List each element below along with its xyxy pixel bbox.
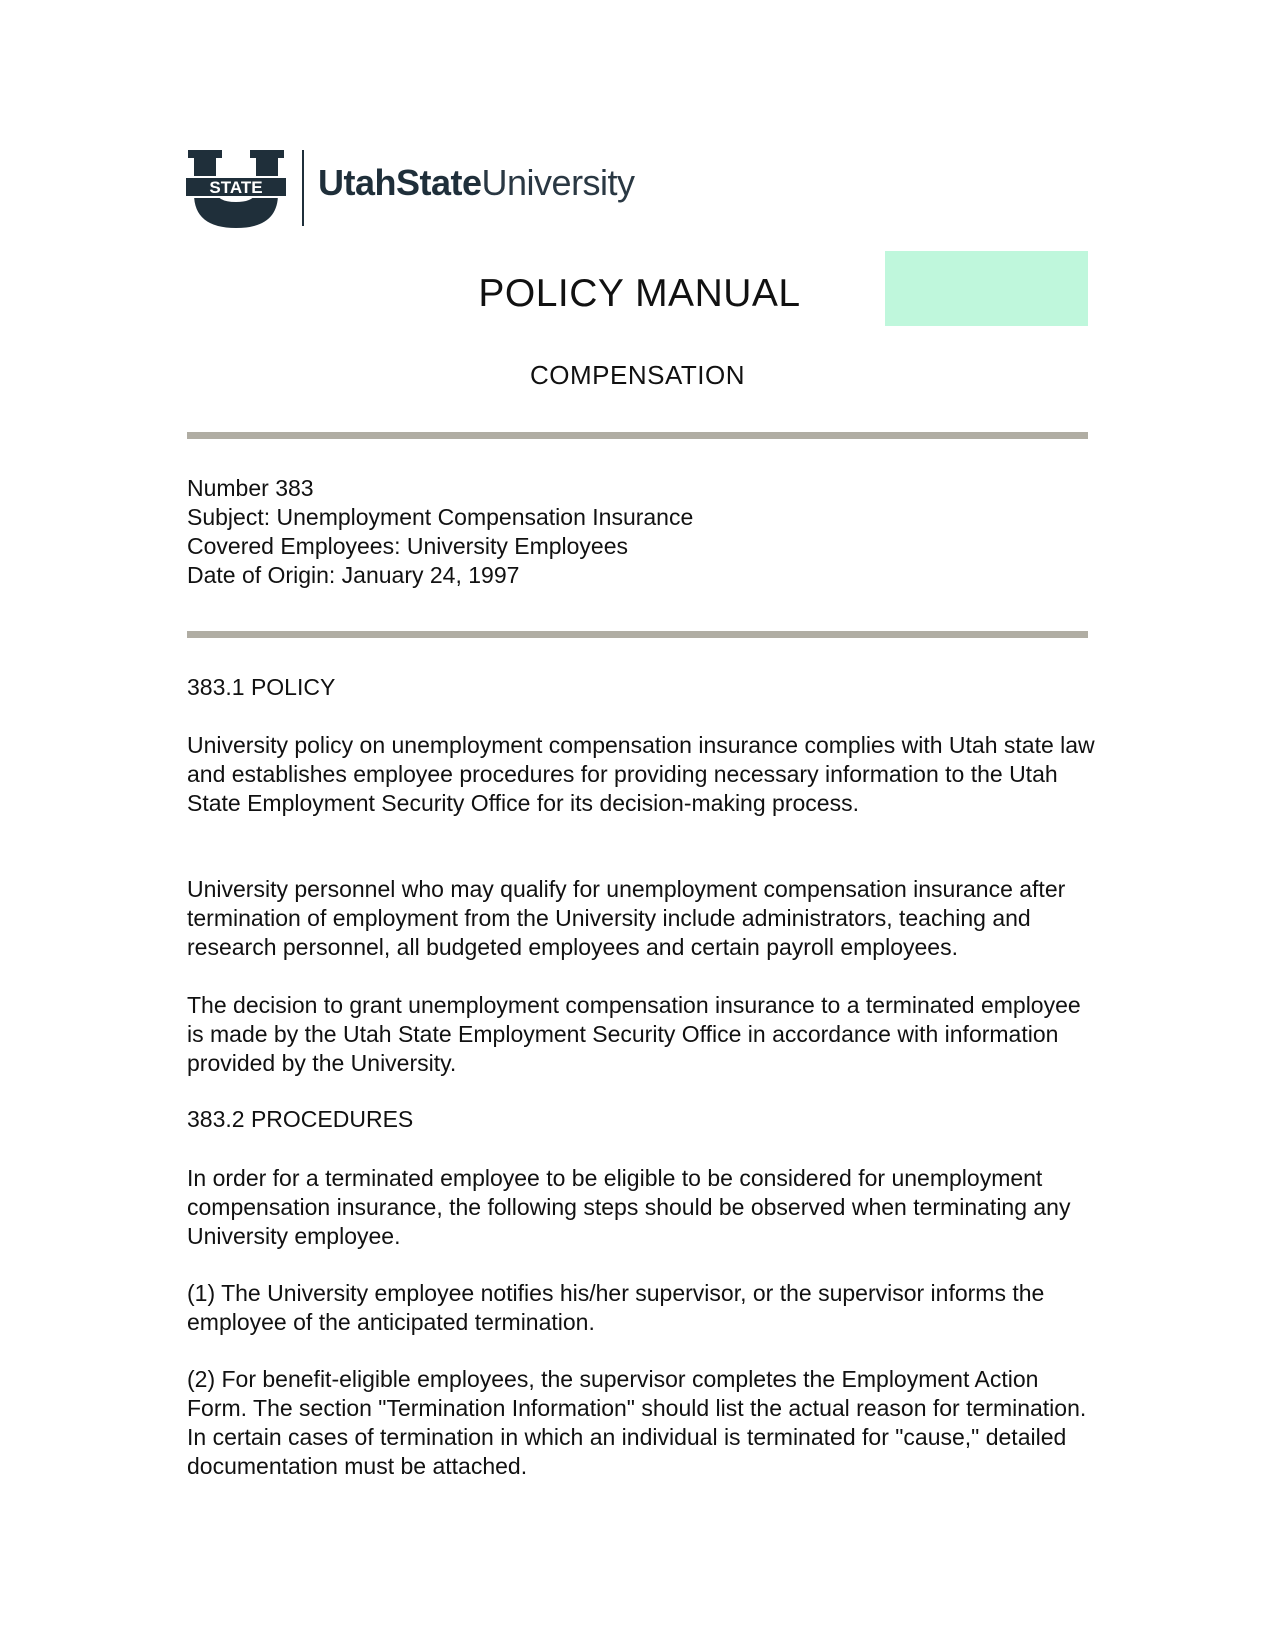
divider-rule-top [187,432,1088,439]
block-u-logo-mark [186,150,286,230]
logo-divider [302,150,304,226]
policy-paragraph [187,731,1097,818]
policy-number: Number 383 [187,475,314,501]
policy-paragraph-1: University policy on unemployment compensation insurance complies with Utah state law and establishes employee procedures for providing necessary information to the Utah State Employment Security Office for its decision-making process. [187,732,1095,816]
policy-covered-employees: Covered Employees: University Employees [187,533,629,559]
policy-subject: Subject: Unemployment Compensation Insurance [187,504,694,530]
procedures-paragraph-1: In order for a terminated employee to be eligible to be considered for unemployment compensation insurance, the following steps should be observed when terminating any University employee. [187,1165,1071,1249]
page-title-text: POLICY MANUAL [478,272,801,315]
policy-paragraph-3: The decision to grant unemployment compensation insurance to a terminated employee is made by the Utah State Employment Security Office in accordance with information provided by the University. [187,992,1081,1076]
policy-meta [187,474,693,590]
procedures-step-1: (1) The University employee notifies his/her supervisor, or the supervisor informs the employee of the anticipated termination. [187,1280,1045,1335]
logo-wordmark [318,162,635,204]
usu-logo [186,150,666,230]
divider-rule-bottom [187,631,1088,638]
procedures-paragraph [187,1279,1097,1337]
section-heading-policy: 383.1 POLICY [187,674,336,700]
accent-box [885,251,1088,326]
procedures-paragraph [187,1365,1097,1481]
policy-date-of-origin: Date of Origin: January 24, 1997 [187,562,520,588]
section-heading-procedures: 383.2 PROCEDURES [187,1106,414,1132]
logo-mark-text: STATE [209,178,263,197]
logo-wordmark-bold: UtahState [318,162,482,203]
procedures-paragraph [187,1164,1097,1251]
page-subtitle: COMPENSATION [530,360,745,390]
procedures-step-2: (2) For benefit-eligible employees, the supervisor completes the Employment Action Form. The section "Termination Information" should list the actual reason for termination. In certain cases of termination in which an individual is terminated for "cause," detailed documentation must be attached. [187,1366,1087,1479]
logo-wordmark-light: University [481,162,635,203]
policy-paragraph-2: University personnel who may qualify for unemployment compensation insurance after termination of employment from the University include administrators, teaching and research personnel, all budgeted employees and certain payroll employees. [187,876,1066,960]
policy-paragraph [187,875,1097,962]
policy-paragraph [187,991,1097,1078]
